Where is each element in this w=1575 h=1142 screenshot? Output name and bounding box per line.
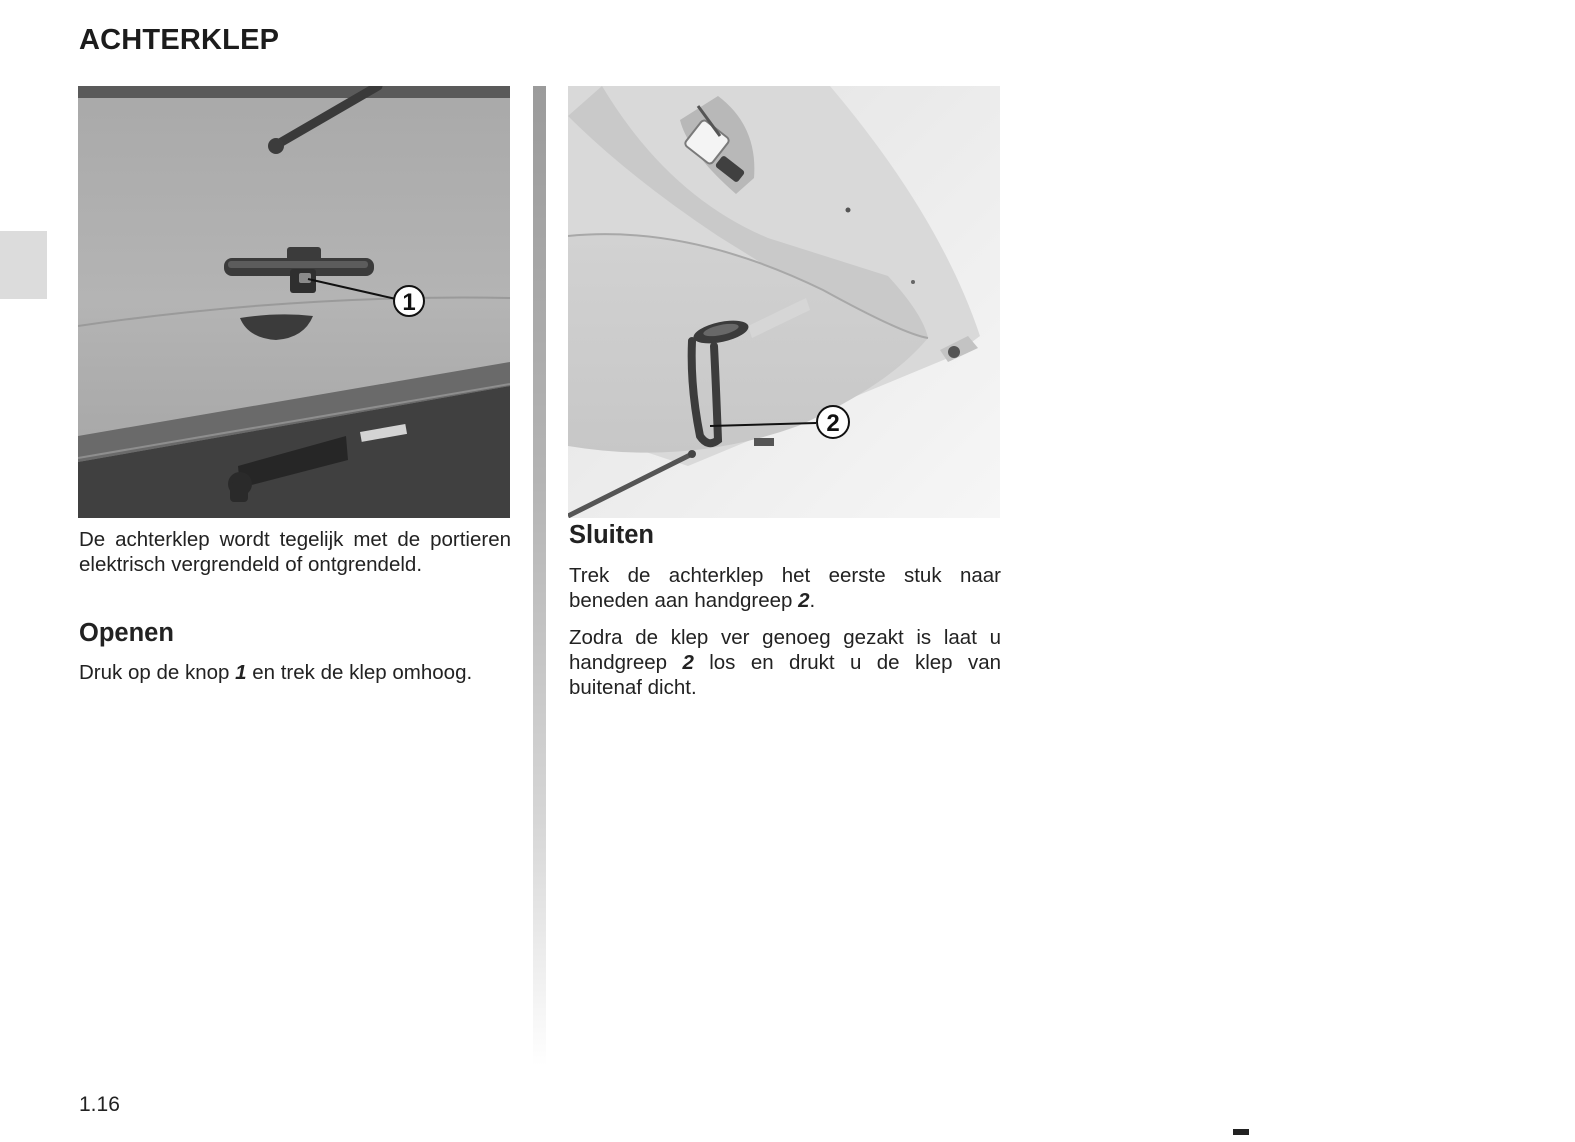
tailgate-interior-photo: [568, 86, 1000, 518]
tailgate-exterior-photo: [78, 86, 510, 518]
callout-2: 2: [826, 410, 840, 437]
chapter-tab-marker: [0, 231, 47, 299]
corner-mark: [1233, 1129, 1249, 1135]
column-divider: [533, 86, 546, 1066]
page-number: 1.16: [79, 1093, 120, 1116]
right-column: [569, 521, 1001, 700]
sluiten-paragraph-2: Zodra de klep ver genoeg gezakt is laat u handgreep 2 los en drukt u de klep van buitenaf dicht.: [569, 626, 1001, 699]
section-heading-sluiten: Sluiten: [569, 521, 655, 549]
sluiten-paragraph-1: Trek de achterklep het eerste stuk naar beneden aan handgreep 2.: [569, 564, 1001, 612]
ref-1: 1: [235, 661, 247, 684]
ref-2: 2: [798, 589, 810, 612]
intro-paragraph: De achterklep wordt tegelijk met de portieren elektrisch vergrendeld of ontgrendeld.: [79, 528, 511, 576]
callout-1: 1: [402, 289, 416, 316]
left-column: [79, 527, 511, 685]
ref-2: 2: [682, 651, 694, 674]
openen-paragraph: Druk op de knop 1 en trek de klep omhoog.: [79, 661, 473, 684]
section-heading-openen: Openen: [79, 619, 174, 647]
page-title: ACHTERKLEP: [79, 24, 280, 56]
